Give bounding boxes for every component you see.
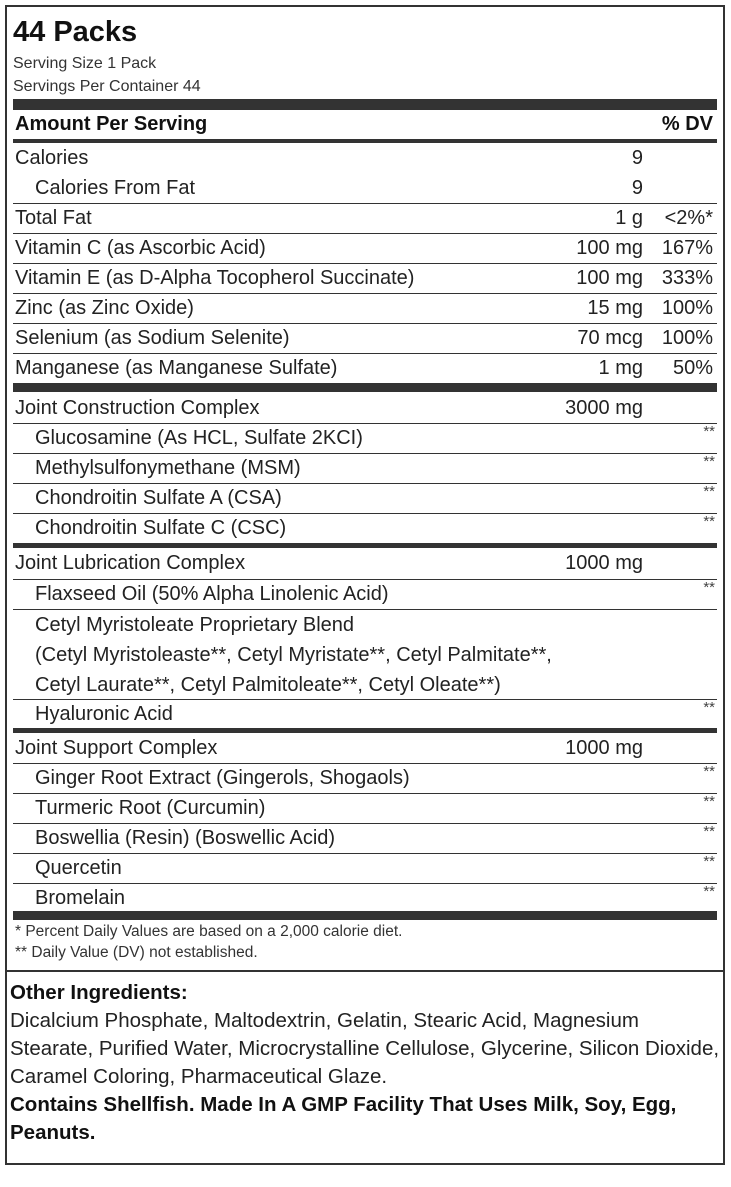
nutrient-name: Vitamin E (as D-Alpha Tocopherol Succinate) — [15, 267, 415, 289]
nutrient-name: Vitamin C (as Ascorbic Acid) — [15, 237, 266, 259]
nutrient-amount: 9 — [631, 177, 643, 199]
support-complex-row — [13, 733, 717, 763]
nutrient-dv: 167% — [661, 237, 713, 259]
section-divider — [7, 970, 723, 972]
nutrient-amount: 1 mg — [598, 357, 643, 379]
dv-not-established-mark: ** — [703, 883, 715, 900]
package-title: 44 Packs — [13, 16, 138, 48]
nutrient-row-selenium — [13, 323, 717, 353]
thick-divider — [13, 383, 717, 392]
dv-not-established-mark: ** — [703, 699, 715, 716]
nutrient-amount: 70 mcg — [577, 327, 643, 349]
ingredient-row-msm — [13, 453, 717, 483]
nutrient-name: Calories — [15, 147, 89, 169]
thick-divider — [13, 911, 717, 920]
nutrient-name: Manganese (as Manganese Sulfate) — [15, 357, 338, 379]
nutrient-name: Selenium (as Sodium Selenite) — [15, 327, 290, 349]
ingredient-name: Bromelain — [35, 887, 126, 909]
nutrient-dv: 100% — [661, 327, 713, 349]
allergen-statement: Contains Shellfish. Made In A GMP Facility That Uses Milk, Soy, Egg, Peanuts. — [10, 1093, 677, 1144]
ingredient-name: Glucosamine (As HCL, Sulfate 2KCI) — [35, 427, 363, 449]
ingredient-name: Methylsulfonymethane (MSM) — [35, 457, 301, 479]
nutrient-dv: 50% — [672, 357, 713, 379]
ingredient-row-ginger — [13, 763, 717, 793]
dv-not-established-mark: ** — [703, 579, 715, 596]
dv-not-established-mark: ** — [703, 793, 715, 810]
ingredient-name: Ginger Root Extract (Gingerols, Shogaols) — [35, 767, 410, 789]
nutrient-name: Calories From Fat — [35, 177, 196, 199]
nutrient-row-zinc — [13, 293, 717, 323]
nutrient-name: Zinc (as Zinc Oxide) — [15, 297, 194, 319]
nutrient-row-vitamin-e — [13, 263, 717, 293]
dv-not-established-mark: ** — [703, 483, 715, 500]
ingredient-name: Turmeric Root (Curcumin) — [35, 797, 266, 819]
nutrient-amount: 15 mg — [587, 297, 643, 319]
blend-amount: 3000 mg — [565, 397, 643, 419]
nutrient-name: Total Fat — [15, 207, 92, 229]
cetyl-blend-components-line-1: (Cetyl Myristoleaste**, Cetyl Myristate**, Cetyl Palmitate**, — [35, 644, 552, 666]
other-ingredients-section — [10, 979, 720, 1147]
dv-not-established-mark: ** — [703, 513, 715, 530]
ingredient-name: Chondroitin Sulfate A (CSA) — [35, 487, 282, 509]
nutrient-row-calories — [13, 143, 717, 173]
blend-name: Joint Lubrication Complex — [15, 552, 246, 574]
dv-not-established-mark: ** — [703, 823, 715, 840]
ingredient-row-turmeric — [13, 793, 717, 823]
ingredient-name: Flaxseed Oil (50% Alpha Linolenic Acid) — [35, 583, 389, 605]
dv-not-established-mark: ** — [703, 423, 715, 440]
dv-not-established-mark: ** — [703, 453, 715, 470]
ingredient-row-chondroitin-a — [13, 483, 717, 513]
serving-size: Serving Size 1 Pack — [13, 55, 157, 72]
amount-per-serving-header: Amount Per Serving — [15, 113, 208, 135]
other-ingredients-heading: Other Ingredients: — [10, 981, 188, 1004]
ingredient-name: Boswellia (Resin) (Boswellic Acid) — [35, 827, 336, 849]
cetyl-blend-components-line-2: Cetyl Laurate**, Cetyl Palmitoleate**, Cetyl Oleate**) — [35, 674, 501, 696]
ingredient-row-chondroitin-c — [13, 513, 717, 543]
other-ingredients-list: Dicalcium Phosphate, Maltodextrin, Gelatin, Stearic Acid, Magnesium Stearate, Purified Water, Microcrystalline Cellulose, Glycerine, Silicon Dioxide, Caramel Coloring, Pharmaceutical Glaze. — [10, 1009, 720, 1088]
lubrication-complex-row — [13, 548, 717, 578]
ingredient-row-cetyl-blend — [13, 610, 717, 640]
nutrient-row-calories-from-fat — [13, 173, 717, 203]
dv-header: % DV — [661, 113, 713, 135]
table-header-row — [13, 109, 717, 139]
dv-not-established-mark: ** — [703, 763, 715, 780]
nutrient-amount: 100 mg — [576, 237, 643, 259]
ingredient-row-bromelain — [13, 883, 717, 913]
ingredient-row-hyaluronic — [13, 699, 717, 729]
nutrient-row-total-fat — [13, 203, 717, 233]
nutrient-amount: 1 g — [615, 207, 643, 229]
footnote-dv-not-established: ** Daily Value (DV) not established. — [15, 944, 258, 961]
blend-amount: 1000 mg — [565, 737, 643, 759]
blend-name: Joint Construction Complex — [15, 397, 260, 419]
servings-per-container: Servings Per Container 44 — [13, 78, 201, 95]
nutrient-amount: 9 — [631, 147, 643, 169]
nutrient-dv: 100% — [661, 297, 713, 319]
ingredient-name: Quercetin — [35, 857, 122, 879]
nutrient-dv: <2%* — [664, 207, 713, 229]
ingredient-row-flaxseed — [13, 579, 717, 609]
dv-not-established-mark: ** — [703, 853, 715, 870]
ingredient-row-quercetin — [13, 853, 717, 883]
blend-amount: 1000 mg — [565, 552, 643, 574]
ingredient-row-boswellia — [13, 823, 717, 853]
nutrient-row-vitamin-c — [13, 233, 717, 263]
ingredient-name: Hyaluronic Acid — [35, 703, 173, 725]
ingredient-row-glucosamine — [13, 423, 717, 453]
blend-name: Joint Support Complex — [15, 737, 218, 759]
supplement-facts-label — [5, 5, 725, 1165]
ingredient-name: Chondroitin Sulfate C (CSC) — [35, 517, 287, 539]
supplement-facts-panel — [7, 7, 723, 970]
footnote-daily-values: * Percent Daily Values are based on a 2,000 calorie diet. — [15, 923, 403, 940]
construction-complex-row — [13, 393, 717, 423]
nutrient-dv: 333% — [661, 267, 713, 289]
ingredient-name: Cetyl Myristoleate Proprietary Blend — [35, 614, 355, 636]
nutrient-row-manganese — [13, 353, 717, 383]
nutrient-amount: 100 mg — [576, 267, 643, 289]
